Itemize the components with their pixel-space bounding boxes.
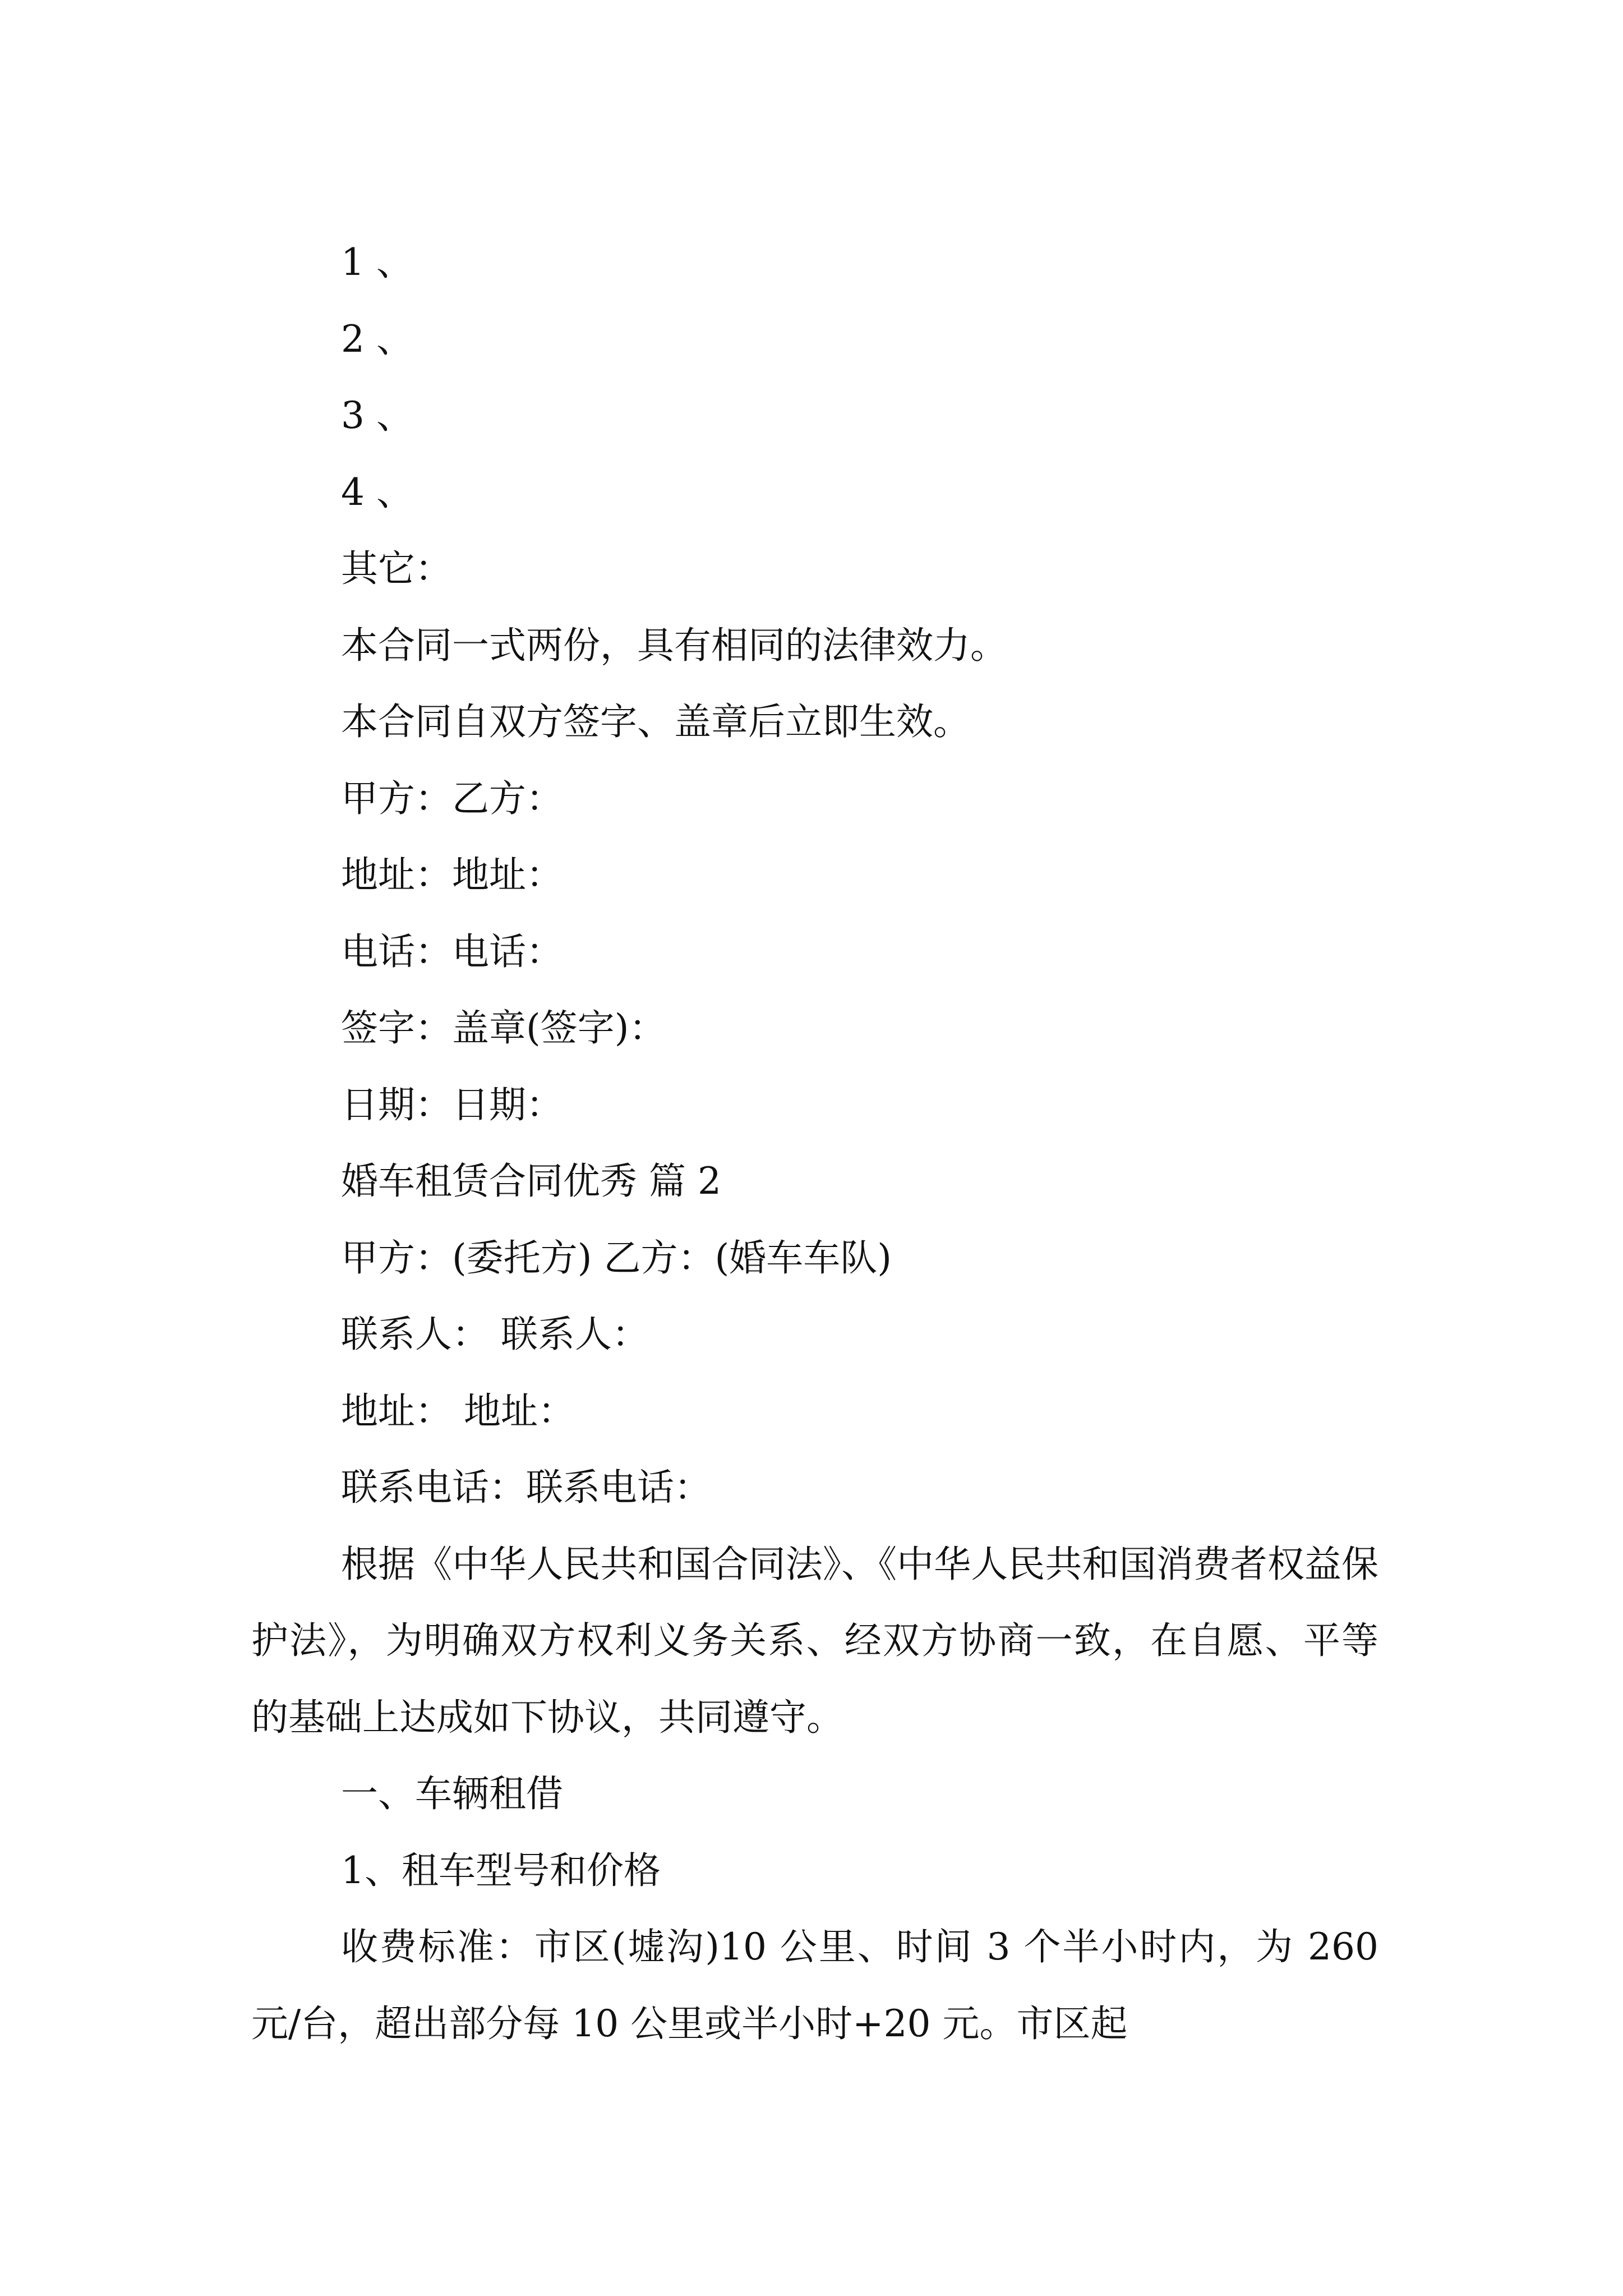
list-item-4: 4 、 [341, 470, 413, 514]
signature-line: 签字：盖章(签字)： [341, 1006, 666, 1050]
list-item-3: 3 、 [341, 394, 413, 437]
address-line: 地址：地址： [341, 853, 563, 896]
other-heading: 其它： [341, 547, 452, 590]
copies-clause: 本合同一式两份，具有相同的法律效力。 [341, 623, 1007, 667]
party-line: 甲方：乙方： [341, 776, 563, 820]
contact-phone-line: 联系电话：联系电话： [341, 1466, 711, 1509]
list-item-1: 1 、 [341, 241, 413, 284]
effective-clause: 本合同自双方签字、盖章后立即生效。 [341, 700, 970, 743]
parties-line: 甲方：(委托方) 乙方：(婚车车队) [341, 1236, 892, 1280]
section-title: 一、车辆租借 [341, 1772, 563, 1815]
basis-paragraph: 根据《中华人民共和国合同法》、《中华人民共和国消费者权益保护法》，为明确双方权利义务关系、经双方协商一致，在自愿、平等的基础上达成如下协议，共同遵守。 [251, 1542, 1378, 1739]
document-body [251, 224, 1378, 2062]
date-line: 日期：日期： [341, 1083, 563, 1126]
subsection-title: 1、租车型号和价格 [341, 1848, 661, 1892]
contact-person-line: 联系人： 联系人： [341, 1313, 649, 1356]
phone-line: 电话：电话： [341, 930, 563, 973]
fee-paragraph: 收费标准：市区(墟沟)10 公里、时间 3 个半小时内，为 260 元/台，超出部分每 10 公里或半小时+20 元。市区起 [251, 1925, 1378, 2045]
contract-title: 婚车租赁合同优秀 篇 2 [341, 1159, 721, 1203]
list-item-2: 2 、 [341, 317, 413, 361]
address-line-2: 地址： 地址： [341, 1389, 575, 1433]
